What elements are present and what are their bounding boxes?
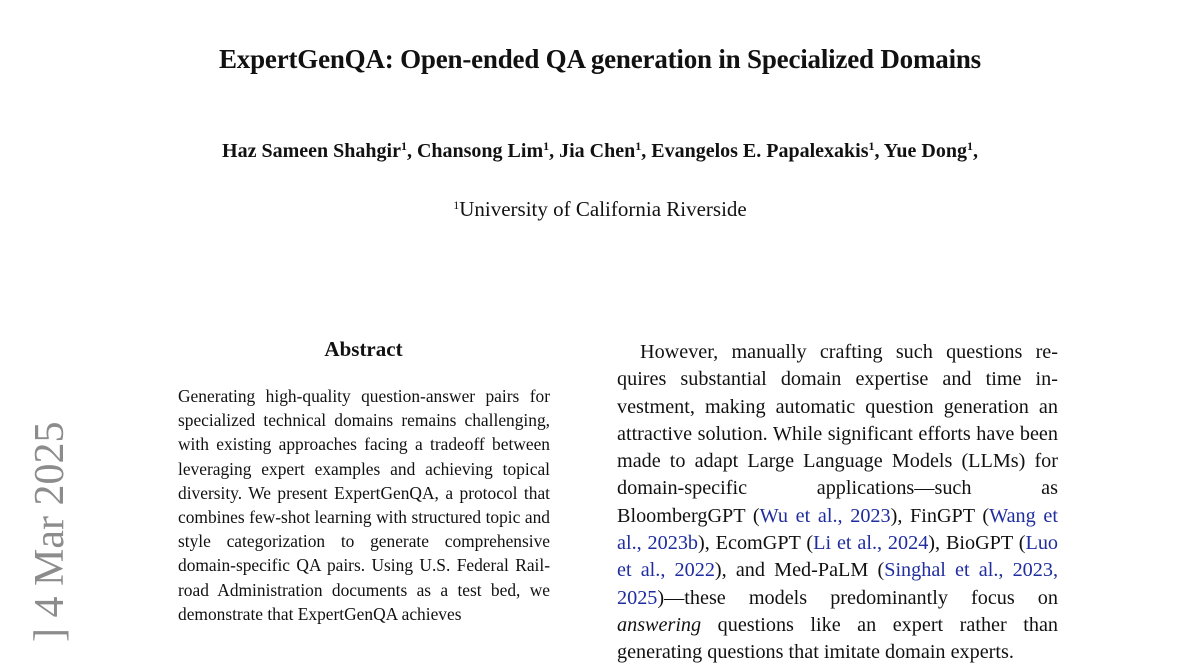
body-text: ), FinGPT (	[890, 504, 990, 527]
arxiv-identifier-margin: ] 4 Mar 2025	[27, 421, 73, 642]
affiliation-mark: 1	[868, 139, 875, 153]
affiliation	[0, 197, 1200, 222]
paper-title: ExpertGenQA: Open-ended QA generation in Specialized Domains	[218, 44, 981, 74]
abstract-text: Generating high-quality question-answer pairs for specialized technical domains remains challenging, with existing approaches facing a tradeoff between leveraging expert examples and achieving topical diversity. We present ExpertGenQA, a protocol that combines few-shot learning with structured topic and style categorization to generate comprehensive domain-specific QA pairs. Using U.S. Federal Railroad Administration documents as a test bed, we demonstrate that ExpertGenQA achieves	[178, 386, 550, 624]
author-name: Haz Sameen Shahgir	[222, 140, 401, 162]
citation-link[interactable]: Li et al., 2024	[813, 532, 929, 555]
author-separator: ,	[874, 140, 884, 162]
citation-link[interactable]: Luo et al., 2022	[617, 532, 1059, 582]
affiliation-name: University of California Riverside	[459, 197, 747, 221]
abstract-heading: Abstract	[324, 337, 403, 361]
author-separator: ,	[549, 140, 560, 162]
introduction-paragraph	[617, 339, 1058, 667]
author-name: Yue Dong	[883, 140, 967, 162]
body-text: ), EcomGPT (	[698, 532, 814, 555]
author-separator: ,	[972, 140, 978, 162]
affiliation-mark: 1	[543, 139, 550, 153]
citation-link[interactable]: Singhal et al., 2023, 2025	[617, 559, 1059, 609]
affiliation-mark: 1	[453, 198, 460, 212]
citation-link[interactable]: Wang et al., 2023b	[617, 504, 1058, 555]
author-name: Chansong Lim	[416, 140, 544, 162]
author-name: Jia Chen	[559, 140, 636, 162]
body-text: ), and Med-PaLM (	[714, 559, 885, 582]
affiliation-mark: 1	[966, 139, 973, 153]
emphasis-text: answering	[617, 613, 702, 636]
body-text: questions like an expert rather than generating questions that imitate domain experts.	[617, 613, 1058, 664]
body-text: ), BioGPT (	[928, 532, 1026, 555]
affiliation-mark: 1	[400, 139, 407, 153]
citation-link[interactable]: Wu et al., 2023	[759, 504, 891, 527]
author-separator: ,	[406, 140, 417, 162]
author-name: Evangelos E. Papalexakis	[651, 140, 869, 162]
body-text: )—these models predominantly focus on	[657, 586, 1058, 609]
affiliation-mark: 1	[635, 139, 642, 153]
author-separator: ,	[641, 140, 652, 162]
body-text: However, manually crafting such questions requires substantial domain expertise and time investment, making automatic question generation an attractive solution. While significant efforts have been made to adapt Large Language Models (LLMs) for domain-specific applications—such as BloombergGPT (	[617, 341, 1058, 527]
author-list	[0, 140, 1200, 163]
